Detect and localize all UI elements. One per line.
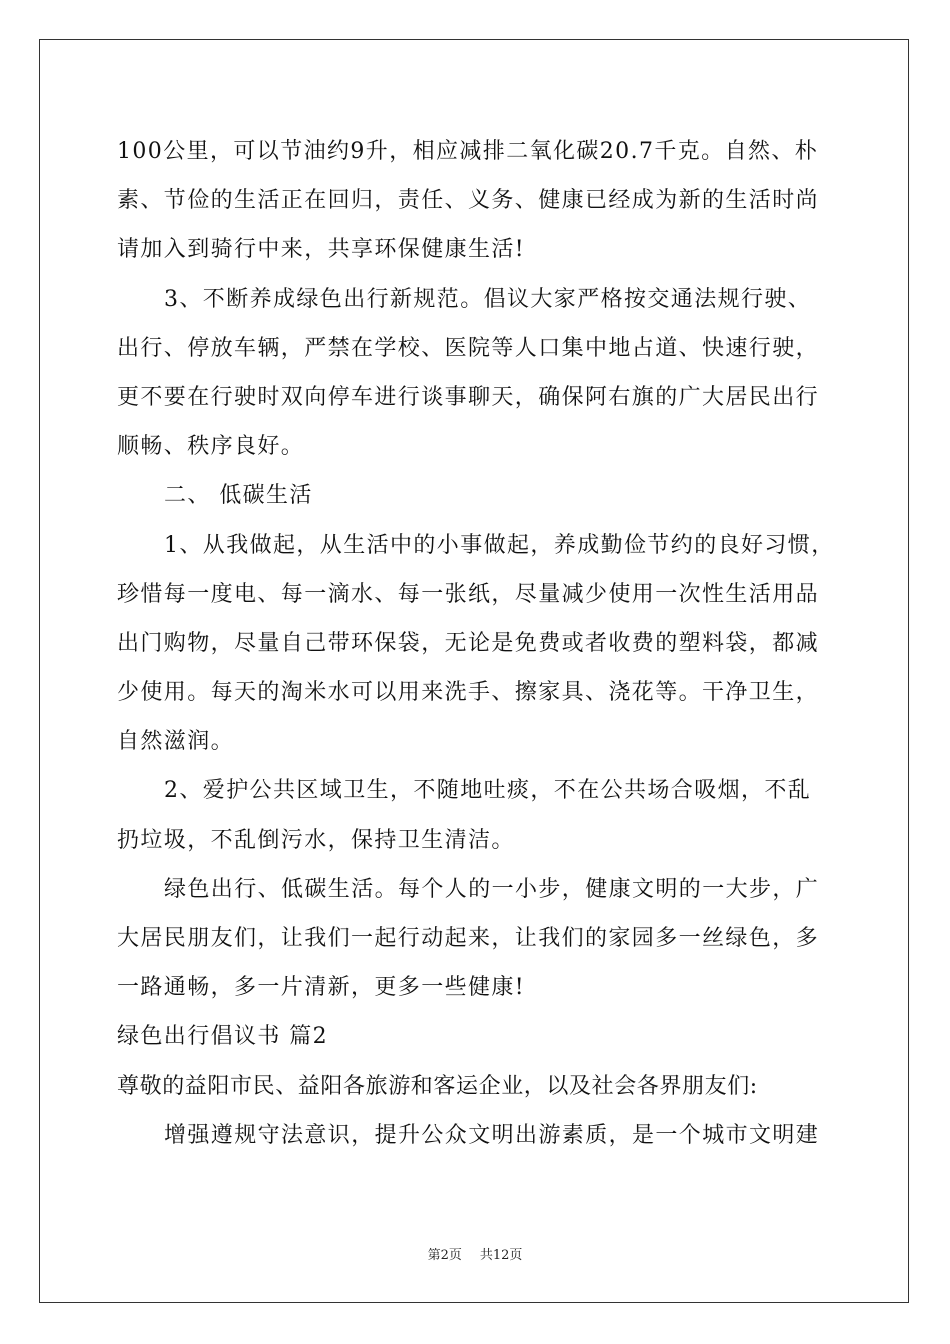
text-line: 二、 低碳生活	[164, 483, 313, 509]
text-line: 少使用。每天的淘米水可以用来洗手、擦家具、浇花等。干净卫生，	[117, 680, 820, 706]
text-line: 3、不断养成绿色出行新规范。倡议大家严格按交通法规行驶、	[164, 286, 812, 312]
text-line: 绿色出行倡议书 篇2	[117, 1024, 328, 1050]
text-line: 大居民朋友们，让我们一起行动起来，让我们的家园多一丝绿色，多	[117, 926, 820, 951]
text-line: 出门购物，尽量自己带环保袋，无论是免费或者收费的塑料袋，都减	[117, 630, 820, 656]
text-line: 扔垃圾，不乱倒污水，保持卫生清洁。	[117, 827, 515, 853]
text-line: 2、爱护公共区域卫生，不随地吐痰，不在公共场合吸烟，不乱	[164, 778, 812, 804]
text-line: 更不要在行驶时双向停车进行谈事聊天，确保阿右旗的广大居民出行	[117, 384, 820, 410]
text-line: 100公里，可以节油约9升，相应减排二氧化碳20.7千克。自然、朴	[117, 139, 819, 164]
text-line: 素、节俭的生活正在回归，责任、义务、健康已经成为新的生活时尚	[117, 188, 820, 214]
current-page-label: 第2页	[427, 1248, 462, 1263]
text-line: 绿色出行、低碳生活。每个人的一小步，健康文明的一大步，广	[164, 876, 820, 902]
text-line: 尊敬的益阳市民、益阳各旅游和客运企业，以及社会各界朋友们:	[117, 1073, 758, 1099]
text-line: 增强遵规守法意识，提升公众文明出游素质，是一个城市文明建	[164, 1122, 820, 1148]
text-line: 顺畅、秩序良好。	[117, 434, 305, 460]
document-body	[117, 127, 837, 1160]
text-line: 珍惜每一度电、每一滴水、每一张纸，尽量减少使用一次性生活用品	[117, 581, 820, 607]
total-pages-label: 共12页	[479, 1248, 523, 1263]
page-footer	[0, 1244, 950, 1263]
text-line: 自然滋润。	[117, 729, 235, 755]
text-line: 出行、停放车辆，严禁在学校、医院等人口集中地占道、快速行驶，	[117, 335, 820, 361]
text-line: 1、从我做起，从生活中的小事做起，养成勤俭节约的良好习惯，	[164, 532, 835, 558]
text-line: 请加入到骑行中来，共享环保健康生活!	[117, 237, 526, 263]
text-line: 一路通畅，多一片清新，更多一些健康!	[117, 975, 526, 1001]
